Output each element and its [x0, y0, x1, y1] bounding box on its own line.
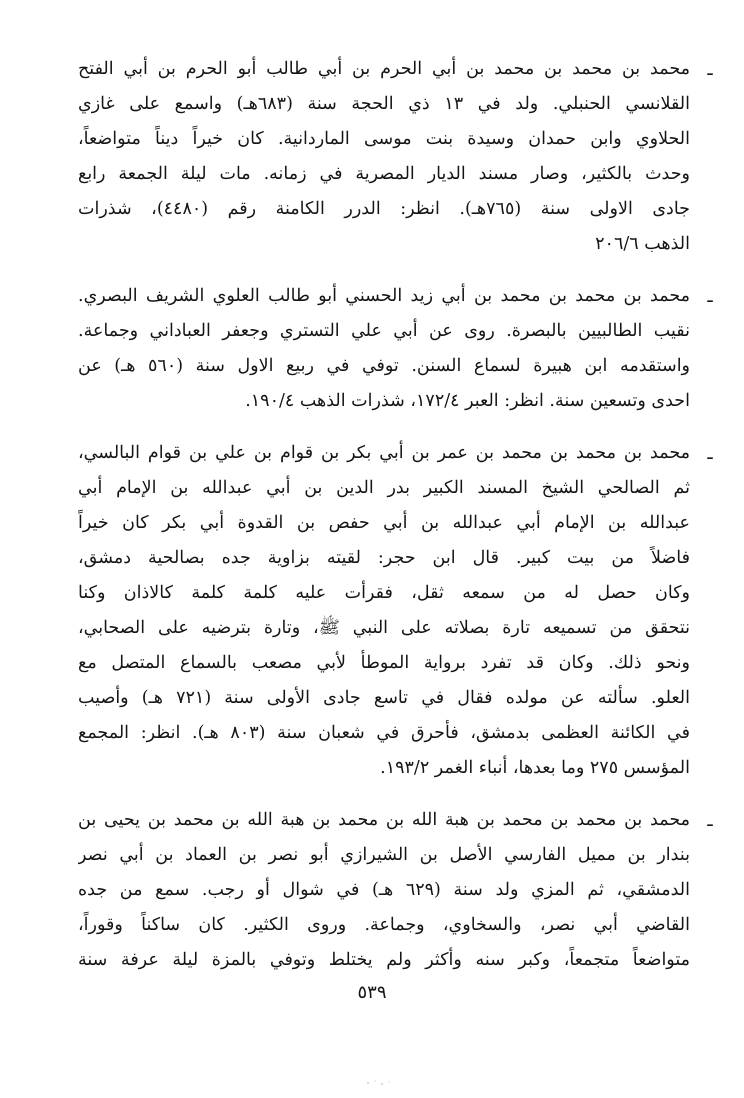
page-number: ٥٣٩ [357, 982, 387, 1003]
entry-marker: ـ [707, 810, 713, 831]
entry-line: احدى وتسعين سنة. انظر: العبر ١٧٢/٤، شذرات الذهب ١٩٠/٤. [245, 391, 690, 411]
entry-line: عبدالله بن الإمام أبي عبدالله بن أبي حفص بن القدوة أبي بكر كان خيراً [78, 513, 690, 533]
entry-line: الحلاوي وابن حمدان وسيدة بنت موسى الماردانية. كان خيراً ديناً متواضعاً، [78, 129, 690, 149]
entry-line: العلو. سألته عن مولده فقال في تاسع جادى الأولى سنة (٧٢١ هـ) وأصيب [78, 688, 690, 708]
entry-line: واستقدمه ابن هبيرة لسماع السنن. توفي في ربيع الاول سنة (٥٦٠ هـ) عن [78, 356, 690, 376]
entry-line: نتحقق من تسميعه تارة بصلاته على النبي ﷺ، وتارة بترضيه على الصحابي، [78, 618, 690, 638]
entry-4 [78, 803, 713, 978]
entry-line: القاضي أبي نصر، والسخاوي، وجماعة. وروى الكثير. كان ساكناً وقوراً، [78, 915, 690, 935]
entry-line: فاضلاً من بيت كبير. قال ابن حجر: لقيته بزاوية جده بصالحية دمشق، [78, 548, 690, 568]
entry-marker: ـ [707, 443, 713, 464]
entry-line: بندار بن مميل الفارسي الأصل بن الشيرازي أبو نصر بن العماد بن أبي نصر [78, 845, 690, 865]
entry-3 [78, 436, 713, 786]
scan-speckle-icon [362, 1078, 398, 1088]
biographical-entries [78, 52, 713, 995]
entry-line: وكان حصل له من سمعه ثقل، فقرأت عليه كلمة كلمة كالاذان وكنا [78, 583, 690, 603]
entry-line: الدمشقي، ثم المزي ولد سنة (٦٢٩ هـ) في شوال أو رجب. سمع من جده [78, 880, 690, 900]
entry-line: القلانسي الحنبلي. ولد في ١٣ ذي الحجة سنة (٦٨٣هـ) واسمع على غازي [78, 94, 690, 114]
entry-line: متواضعاً متجمعاً، وكبر سنه وأكثر ولم يختلط وتوفي بالمزة ليلة عرفة سنة [78, 950, 690, 970]
entry-line: جادى الاولى سنة (٧٦٥هـ). انظر: الدرر الكامنة رقم (٤٤٨٠)، شذرات [78, 199, 690, 219]
entry-line: في الكائنة العظمى بدمشق، فأحرق في شعبان سنة (٨٠٣ هـ). انظر: المجمع [78, 723, 690, 743]
entry-2 [78, 279, 713, 419]
entry-line: محمد بن محمد بن محمد بن عمر بن أبي بكر بن قوام بن علي بن قوام البالسي، [78, 443, 690, 463]
entry-line: محمد بن محمد بن محمد بن أبي الحرم بن أبي طالب أبو الحرم بن أبي الفتح [78, 59, 690, 79]
entry-line: ثم الصالحي الشيخ المسند الكبير بدر الدين بن أبي عبدالله بن الإمام أبي [78, 478, 690, 498]
entry-line: نقيب الطالبيين بالبصرة. روى عن أبي علي التستري وجعفر العباداني وجماعة. [78, 321, 690, 341]
entry-line: وحدث بالكثير، وصار مسند الديار المصرية في زمانه. مات ليلة الجمعة رابع [78, 164, 690, 184]
entry-line: المؤسس ٢٧٥ وما بعدها، أنباء الغمر ١٩٣/٢. [380, 758, 690, 778]
entry-marker: ـ [707, 286, 713, 307]
entry-marker: ـ [707, 59, 713, 80]
entry-1 [78, 52, 713, 262]
entry-line: ونحو ذلك. وكان قد تفرد برواية الموطأ لأبي مصعب بالسماع المتصل مع [78, 653, 690, 673]
entry-line: محمد بن محمد بن محمد بن أبي زيد الحسني أبو طالب العلوي الشريف البصري. [78, 286, 690, 306]
entry-line: الذهب ٢٠٦/٦ [595, 234, 690, 254]
entry-line: محمد بن محمد بن محمد بن هبة الله بن محمد بن هبة الله بن محمد بن يحيى بن [78, 810, 690, 830]
